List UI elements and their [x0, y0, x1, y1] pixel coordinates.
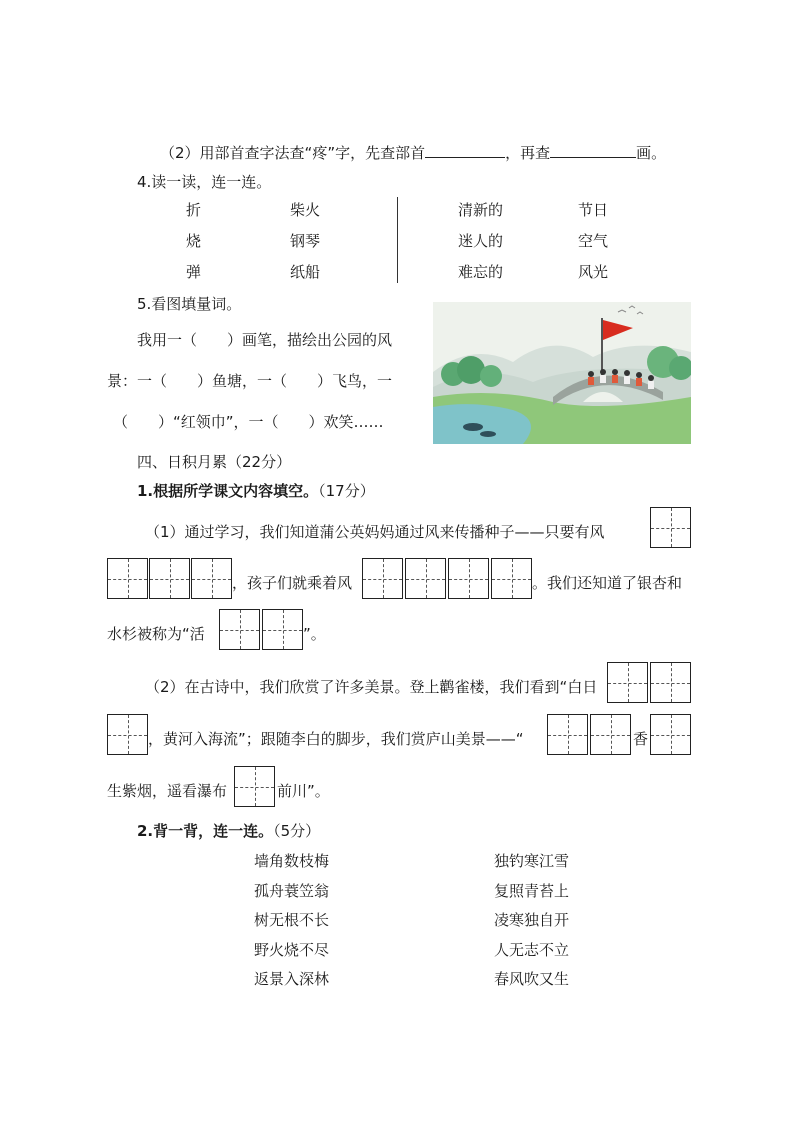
section-4-p2-line1: （2）在古诗中，我们欣赏了许多美景。登上鹳雀楼，我们看到“白日	[145, 678, 598, 696]
char-box[interactable]	[149, 558, 190, 599]
section-4-p1-line2-b: 。我们还知道了银杏和	[532, 574, 683, 592]
char-box[interactable]	[362, 558, 403, 599]
section-4-q2-heading	[137, 821, 320, 841]
section-4-q2-score: （5分）	[273, 822, 321, 840]
char-box[interactable]	[650, 714, 691, 755]
poem-left-line[interactable]: 返景入深林	[254, 970, 330, 988]
question-5-line2[interactable]: 景：一（ ）鱼塘，一（ ）飞鸟，一	[107, 372, 393, 390]
poem-right-line[interactable]: 人无志不立	[494, 941, 570, 959]
q4-right-col1-item[interactable]: 清新的	[458, 201, 504, 219]
stroke-count-blank[interactable]	[550, 143, 636, 158]
q4-left-col2-item[interactable]: 纸船	[290, 263, 321, 281]
char-box[interactable]	[234, 766, 275, 807]
char-box[interactable]	[107, 558, 148, 599]
question-3-2-text-c: 画。	[636, 144, 667, 162]
question-3-2	[160, 143, 666, 163]
q4-right-col2-item[interactable]: 空气	[578, 232, 609, 250]
q4-right-col1-item[interactable]: 迷人的	[458, 232, 504, 250]
section-4-q1-score: （17分）	[318, 482, 375, 500]
question-3-2-text-a: （2）用部首查字法查“疼”字，先查部首	[160, 144, 426, 162]
char-box[interactable]	[607, 662, 648, 703]
section-4-p1-line3-a: 水杉被称为“活	[107, 625, 205, 643]
char-box[interactable]	[405, 558, 446, 599]
question-5-line1[interactable]: 我用一（ ）画笔，描绘出公园的风	[137, 331, 393, 349]
q4-divider	[397, 197, 398, 283]
char-box[interactable]	[650, 662, 691, 703]
poem-left-line[interactable]: 墙角数枝梅	[254, 852, 330, 870]
char-box[interactable]	[262, 609, 303, 650]
section-4-q1-title: 1.根据所学课文内容填空。	[137, 482, 319, 500]
q4-left-col1-item[interactable]: 烧	[186, 232, 202, 250]
section-4-p1-line1: （1）通过学习，我们知道蒲公英妈妈通过风来传播种子——只要有风	[145, 523, 605, 541]
q4-right-col1-item[interactable]: 难忘的	[458, 263, 504, 281]
char-box[interactable]	[107, 714, 148, 755]
park-bridge-illustration	[433, 302, 691, 444]
radical-blank[interactable]	[425, 143, 505, 158]
section-4-p2-line2-b: 香	[633, 730, 649, 748]
section-4-p2-line2-a: ，黄河入海流”；跟随李白的脚步，我们赏庐山美景——“	[148, 730, 524, 748]
section-4-q1-heading	[137, 481, 375, 501]
char-box[interactable]	[650, 507, 691, 548]
char-box[interactable]	[491, 558, 532, 599]
question-5-line3[interactable]: （ ）“红领巾”，一（ ）欢笑……	[113, 413, 384, 431]
q4-left-col1-item[interactable]: 弹	[186, 263, 202, 281]
question-4-title: 4.读一读，连一连。	[137, 173, 272, 191]
q4-left-col1-item[interactable]: 折	[186, 201, 202, 219]
q4-right-col2-item[interactable]: 风光	[578, 263, 609, 281]
char-box[interactable]	[590, 714, 631, 755]
q4-right-col2-item[interactable]: 节日	[578, 201, 609, 219]
poem-right-line[interactable]: 凌寒独自开	[494, 911, 570, 929]
poem-right-line[interactable]: 独钓寒江雪	[494, 852, 570, 870]
char-box[interactable]	[547, 714, 588, 755]
section-4-q2-title: 2.背一背，连一连。	[137, 822, 274, 840]
section-4-p1-line2-a: ，孩子们就乘着风	[232, 574, 353, 592]
poem-right-line[interactable]: 春风吹又生	[494, 970, 570, 988]
char-box[interactable]	[219, 609, 260, 650]
section-4-p2-line3-a: 生紫烟，遥看瀑布	[107, 782, 228, 800]
question-5-title: 5.看图填量词。	[137, 295, 242, 313]
q4-left-col2-item[interactable]: 钢琴	[290, 232, 321, 250]
poem-left-line[interactable]: 孤舟蓑笠翁	[254, 882, 330, 900]
section-4-p2-line3-b: 前川”。	[277, 782, 330, 800]
q4-left-col2-item[interactable]: 柴火	[290, 201, 321, 219]
char-box[interactable]	[191, 558, 232, 599]
section-4-p1-line3-b: ”。	[303, 625, 326, 643]
section-4-title: 四、日积月累（22分）	[137, 453, 292, 471]
char-box[interactable]	[448, 558, 489, 599]
question-3-2-text-b: ，再查	[505, 144, 551, 162]
poem-left-line[interactable]: 野火烧不尽	[254, 941, 330, 959]
poem-left-line[interactable]: 树无根不长	[254, 911, 330, 929]
poem-right-line[interactable]: 复照青苔上	[494, 882, 570, 900]
